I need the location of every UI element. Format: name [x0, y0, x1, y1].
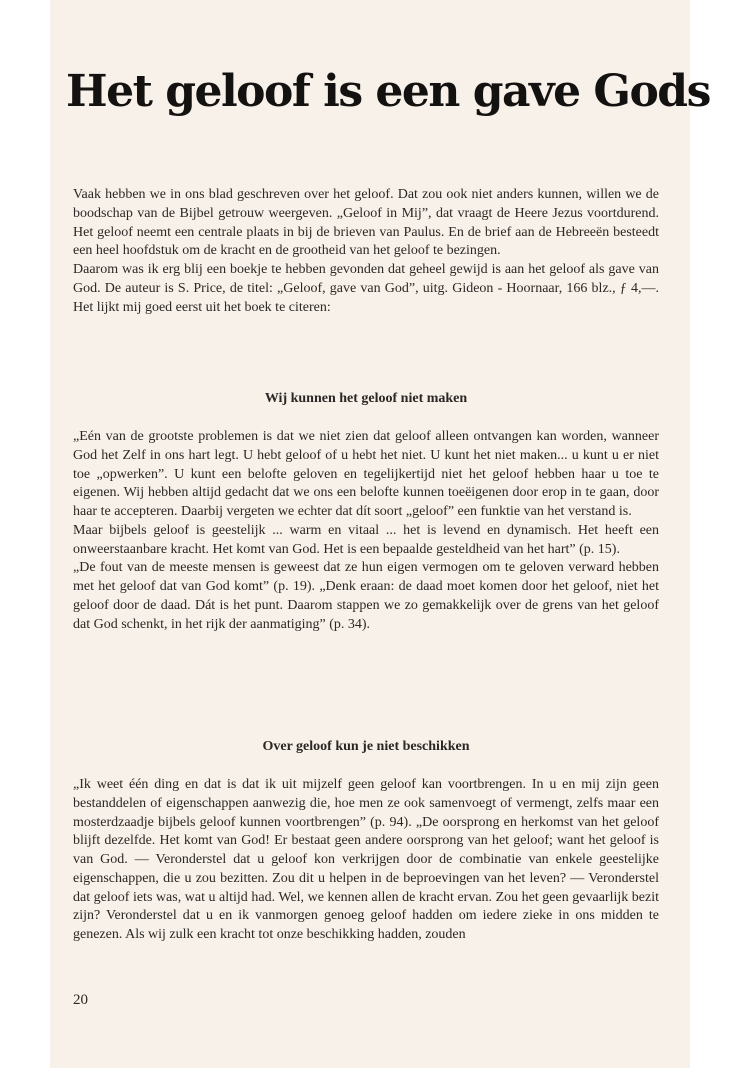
- section-heading: Wij kunnen het geloof niet maken: [264, 391, 468, 406]
- section-paragraph: Maar bijbels geloof is geestelijk ... warm en vitaal ... het is levend en dynamisch. Het heeft een onweerstaanbare kracht. Het komt van God. Het is een bepaalde gesteldheid van het hart” (p. 15).: [73, 522, 659, 557]
- section-text: [73, 428, 659, 634]
- page-number: 20: [73, 992, 88, 1008]
- section-paragraph: „De fout van de meeste mensen is geweest dat ze hun eigen vermogen om te geloven verward hebben met het geloof dat van God komt” (p. 19). „Denk eraan: de daad moet komen door het geloof, niet het geloof door de daad. Dát is het punt. Daarom stappen we zo gemakkelijk over de grens van het geloof dat God schenkt, in het rijk der aanmatiging” (p. 34).: [73, 560, 659, 632]
- intro-text: [73, 186, 659, 317]
- intro-paragraph: Vaak hebben we in ons blad geschreven over het geloof. Dat zou ook niet anders kunnen, willen we de boodschap van de Bijbel getrouw weergeven. „Geloof in Mij”, dat vraagt de Heere Jezus voortdurend. Het geloof neemt een centrale plaats in bij de brieven van Paulus. En de brief aan de Hebreeën besteedt een heel hoofdstuk om de kracht en de grootheid van het geloof te bezingen.: [73, 187, 659, 259]
- article-title: Het geloof is een gave Gods: [66, 66, 710, 117]
- section-paragraph: „Eén van de grootste problemen is dat we niet zien dat geloof alleen ontvangen kan worden, wanneer God het Zelf in ons hart legt. U hebt geloof of u hebt het niet. U kunt het niet maken... u kunt u er niet toe „opwerken”. U kunt een belofte geloven en tegelijkertijd niet het geloof hebben haar u toe te eigenen. Wij hebben altijd gedacht dat we ons een belofte kunnen toeëigenen door erop in te gaan, door haar te accepteren. Daarbij vergeten we echter dat dít soort „geloof” een funktie van het verstand is.: [73, 429, 659, 519]
- section-heading: Over geloof kun je niet beschikken: [262, 739, 470, 754]
- section-paragraph: „Ik weet één ding en dat is dat ik uit mijzelf geen geloof kan voortbrengen. In u en mij zijn geen bestanddelen of eigenschappen aanwezig die, hoe men ze ook samenvoegt of vermengt, zelfs maar een mosterdzaadje bijbels geloof kunnen voortbrengen” (p. 94). „De oorsprong en herkomst van het geloof blijft dezelfde. Het komt van God! Er bestaat geen andere oorsprong van het geloof; want het geloof is van God. — Veronderstel dat u geloof kon verkrijgen door de combinatie van enkele geestelijke eigenschappen, die u zou bezitten. Zou dit u helpen in de beproevingen van het leven? — Veronderstel dat geloof iets was, wat u altijd had. Wel, we kennen allen de kracht ervan. Zou het geen gevaarlijk bezit zijn? Veronderstel dat u en ik vanmorgen genoeg geloof hadden om iedere zieke in ons midden te genezen. Als wij zulk een kracht tot onze beschikking hadden, zouden: [73, 777, 659, 942]
- intro-paragraph: Daarom was ik erg blij een boekje te hebben gevonden dat geheel gewijd is aan het geloof als gave van God. De auteur is S. Price, de titel: „Geloof, gave van God”, uitg. Gideon - Hoornaar, 166 blz., ƒ 4,—. Het lijkt mij goed eerst uit het boek te citeren:: [73, 262, 659, 315]
- section-text: [73, 776, 659, 945]
- document-page: [50, 0, 710, 1068]
